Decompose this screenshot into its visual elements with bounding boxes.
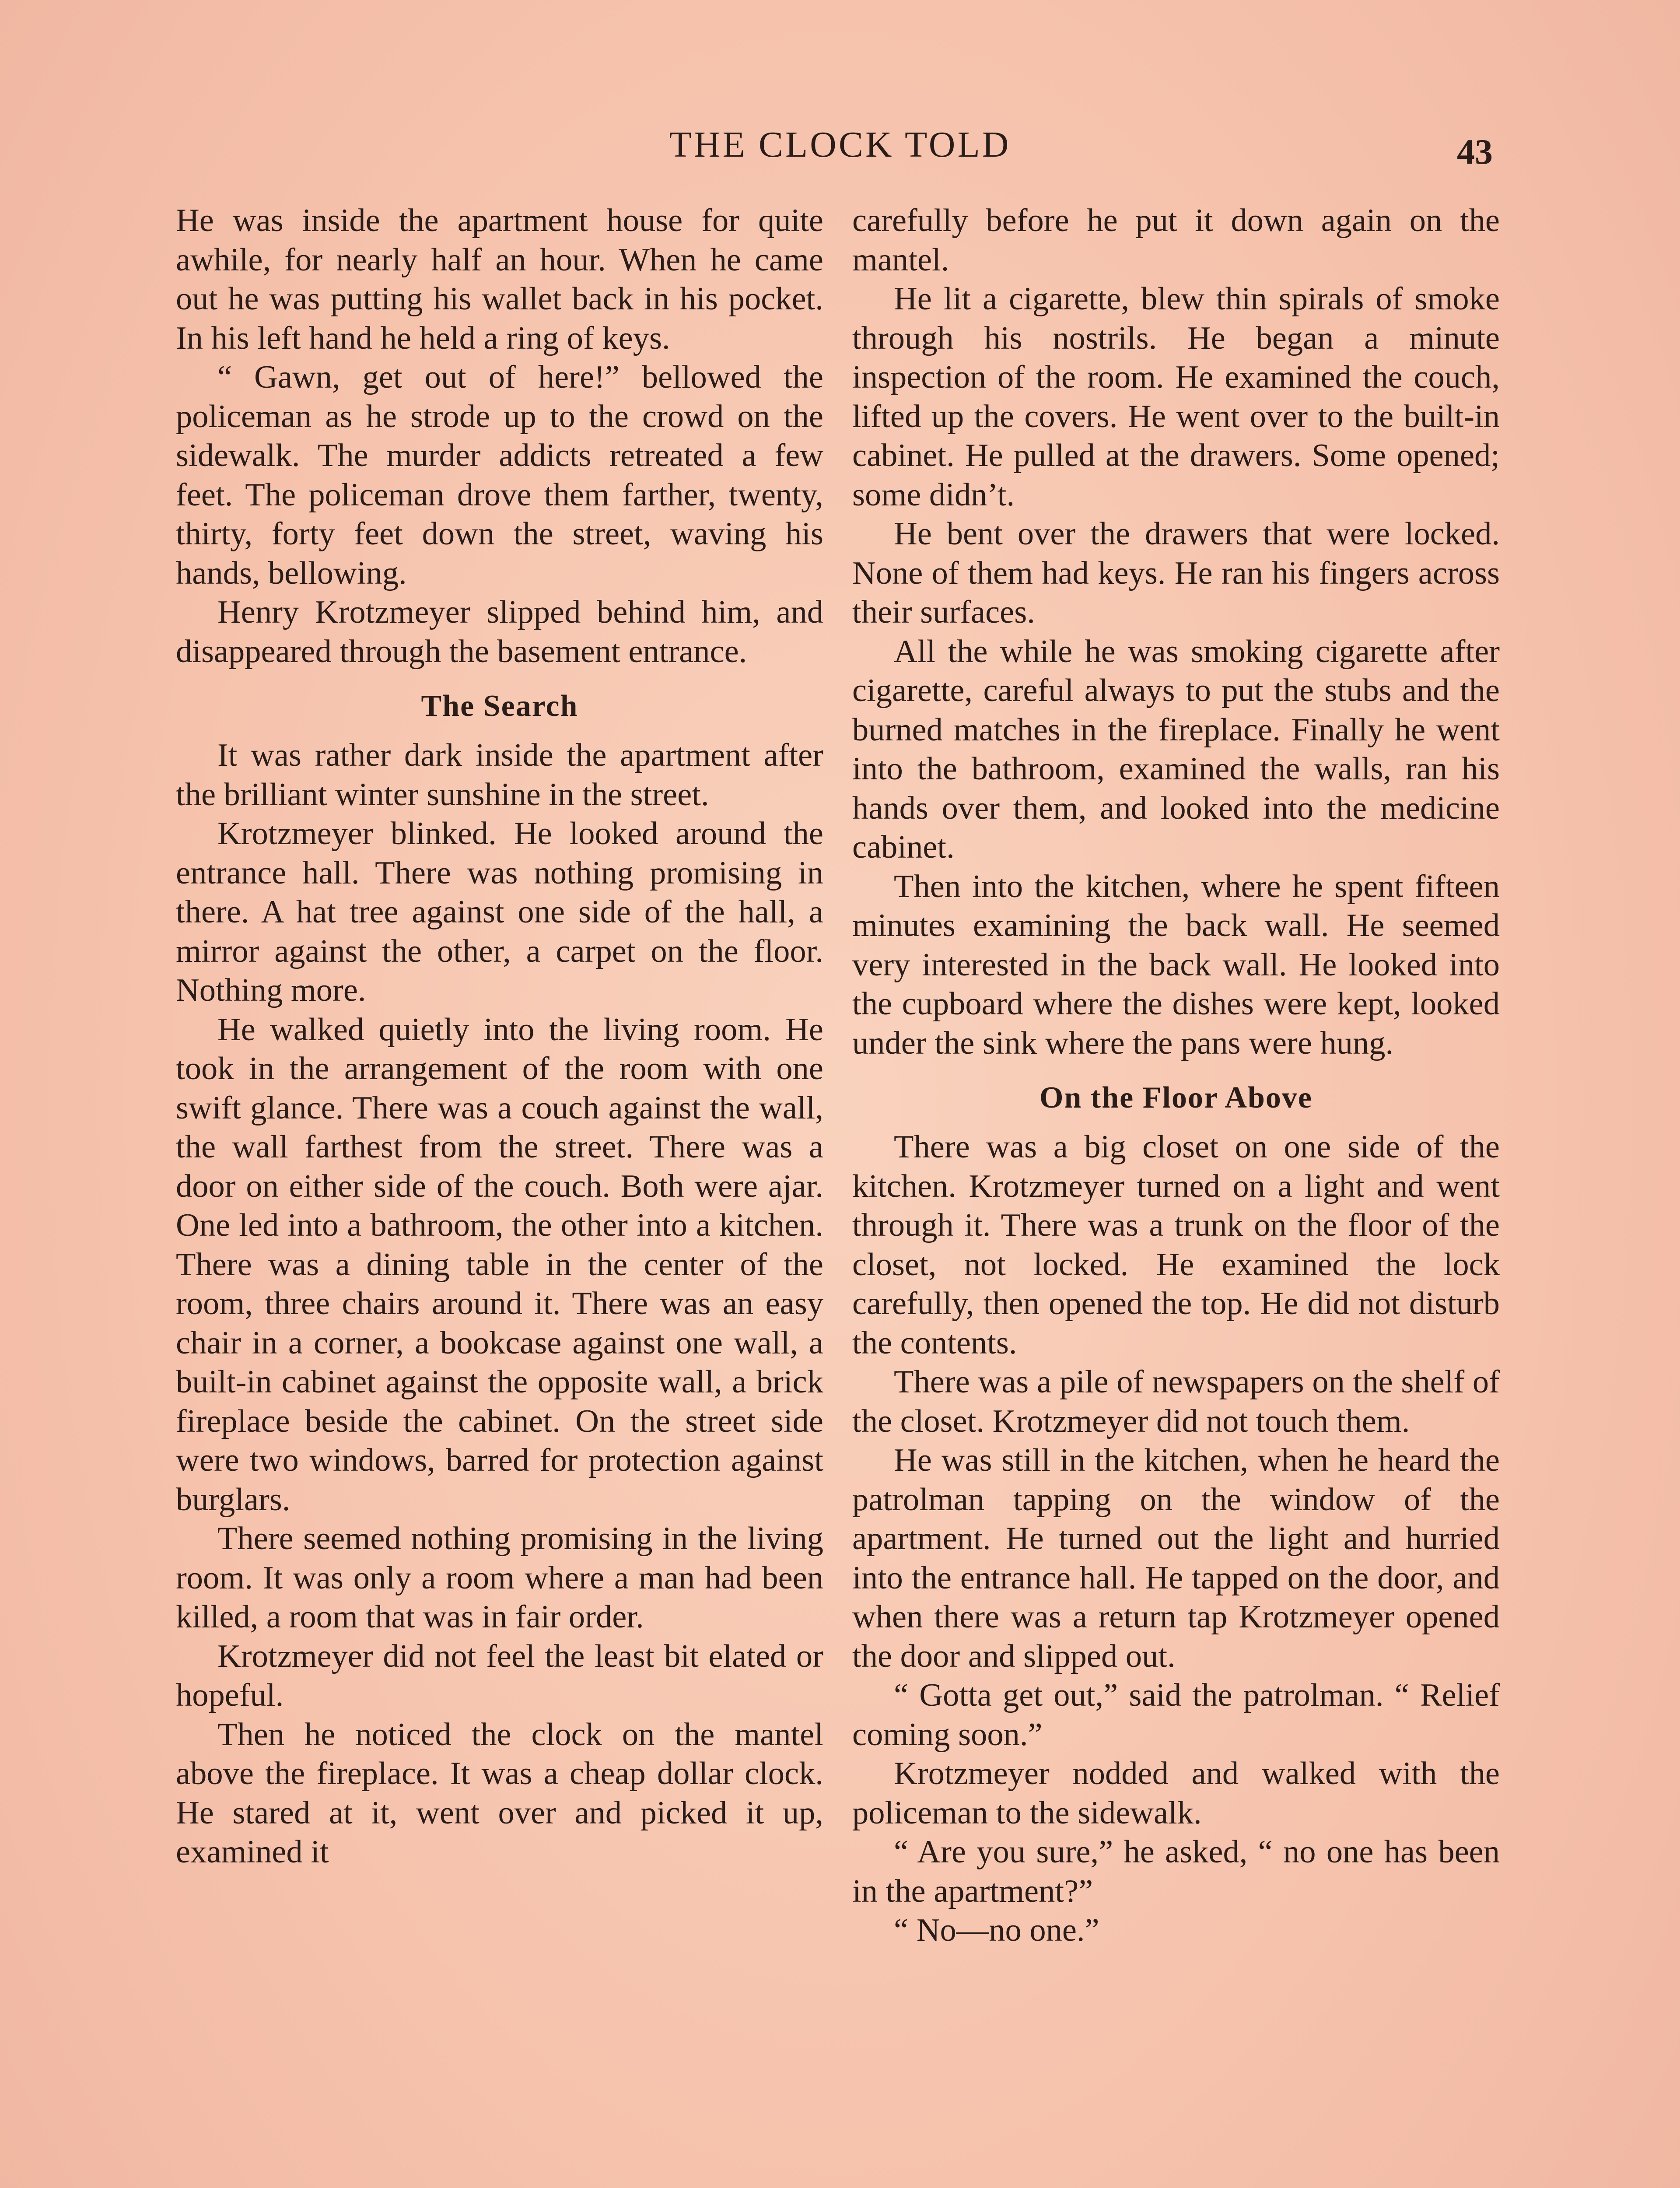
- paragraph: All the while he was smoking cigarette after cigarette, careful always to put the stubs and the burned matches in the fireplace. Finally he went into the bathroom, examined the walls, ran his hands over them, and looked into the medicine cabinet.: [852, 633, 1500, 865]
- page-number: 43: [1457, 132, 1493, 172]
- right-column: [852, 201, 1500, 2188]
- paragraph: He was still in the kitchen, when he heard the patrolman tapping on the window of the apartment. He turned out the light and hurried into the entrance hall. He tapped on the door, and when there was a return tap Krotzmeyer opened the door and slipped out.: [852, 1442, 1500, 1674]
- paragraph: “ Are you sure,” he asked, “ no one has been in the apartment?”: [852, 1834, 1500, 1909]
- paragraph: There was a pile of newspapers on the shelf of the closet. Krotzmeyer did not touch them.: [852, 1364, 1500, 1439]
- running-title: THE CLOCK TOLD: [669, 124, 1011, 165]
- paragraph: Krotzmeyer nodded and walked with the policeman to the sidewalk.: [852, 1756, 1500, 1831]
- paragraph: “ No—no one.”: [894, 1912, 1099, 1948]
- paragraph: There seemed nothing promising in the living room. It was only a room where a man had been killed, a room that was in fair order.: [176, 1521, 823, 1635]
- paragraph: He bent over the drawers that were locked. None of them had keys. He ran his fingers across their surfaces.: [852, 516, 1500, 630]
- paragraph: “ Gotta get out,” said the patrolman. “ Relief coming soon.”: [852, 1677, 1500, 1753]
- paragraph: Henry Krotzmeyer slipped behind him, and disappeared through the basement entrance.: [176, 594, 823, 670]
- paragraph: Then into the kitchen, where he spent fifteen minutes examining the back wall. He seemed very interested in the back wall. He looked into the cupboard where the dishes were kept, looked under the sink where the pans were hung.: [852, 868, 1500, 1061]
- paragraph: Krotzmeyer blinked. He looked around the entrance hall. There was nothing promising in there. A hat tree against one side of the hall, a mirror against the other, a carpet on the floor. Nothing more.: [176, 816, 823, 1008]
- section-heading-floor-above: On the Floor Above: [1040, 1081, 1312, 1115]
- paragraph: carefully before he put it down again on the mantel.: [852, 203, 1500, 278]
- paragraph: “ Gawn, get out of here!” bellowed the policeman as he strode up to the crowd on the sidewalk. The murder addicts retreated a few feet. The policeman drove them farther, twenty, thirty, forty feet down the street, waving his hands, bellowing.: [176, 359, 823, 591]
- paragraph: It was rather dark inside the apartment after the brilliant winter sunshine in the street.: [176, 737, 823, 813]
- paragraph: Then he noticed the clock on the mantel above the fireplace. It was a cheap dollar clock. He stared at it, went over and picked it up, examined it: [176, 1716, 823, 1870]
- paragraph: Krotzmeyer did not feel the least bit elated or hopeful.: [176, 1638, 823, 1713]
- paragraph: He was inside the apartment house for quite awhile, for nearly half an hour. When he came out he was putting his wallet back in his pocket. In his left hand he held a ring of keys.: [176, 203, 823, 356]
- section-heading-search: The Search: [421, 689, 578, 723]
- paragraph: He lit a cigarette, blew thin spirals of smoke through his nostrils. He began a minute inspection of the room. He examined the couch, lifted up the covers. He went over to the built-in cabinet. He pulled at the drawers. Some opened; some didn’t.: [852, 281, 1500, 513]
- left-column: [176, 201, 823, 2188]
- paragraph: He walked quietly into the living room. He took in the arrangement of the room with one swift glance. There was a couch against the wall, the wall farthest from the street. There was a door on either side of the couch. Both were ajar. One led into a bathroom, the other into a kitchen. There was a dining table in the center of the room, three chairs around it. There was an easy chair in a corner, a bookcase against one wall, a built-in cabinet against the opposite wall, a brick fireplace beside the cabinet. On the street side were two windows, barred for protection against burglars.: [176, 1011, 823, 1518]
- paragraph: There was a big closet on one side of the kitchen. Krotzmeyer turned on a light and went through it. There was a trunk on the floor of the closet, not locked. He examined the lock carefully, then opened the top. He did not disturb the contents.: [852, 1129, 1500, 1361]
